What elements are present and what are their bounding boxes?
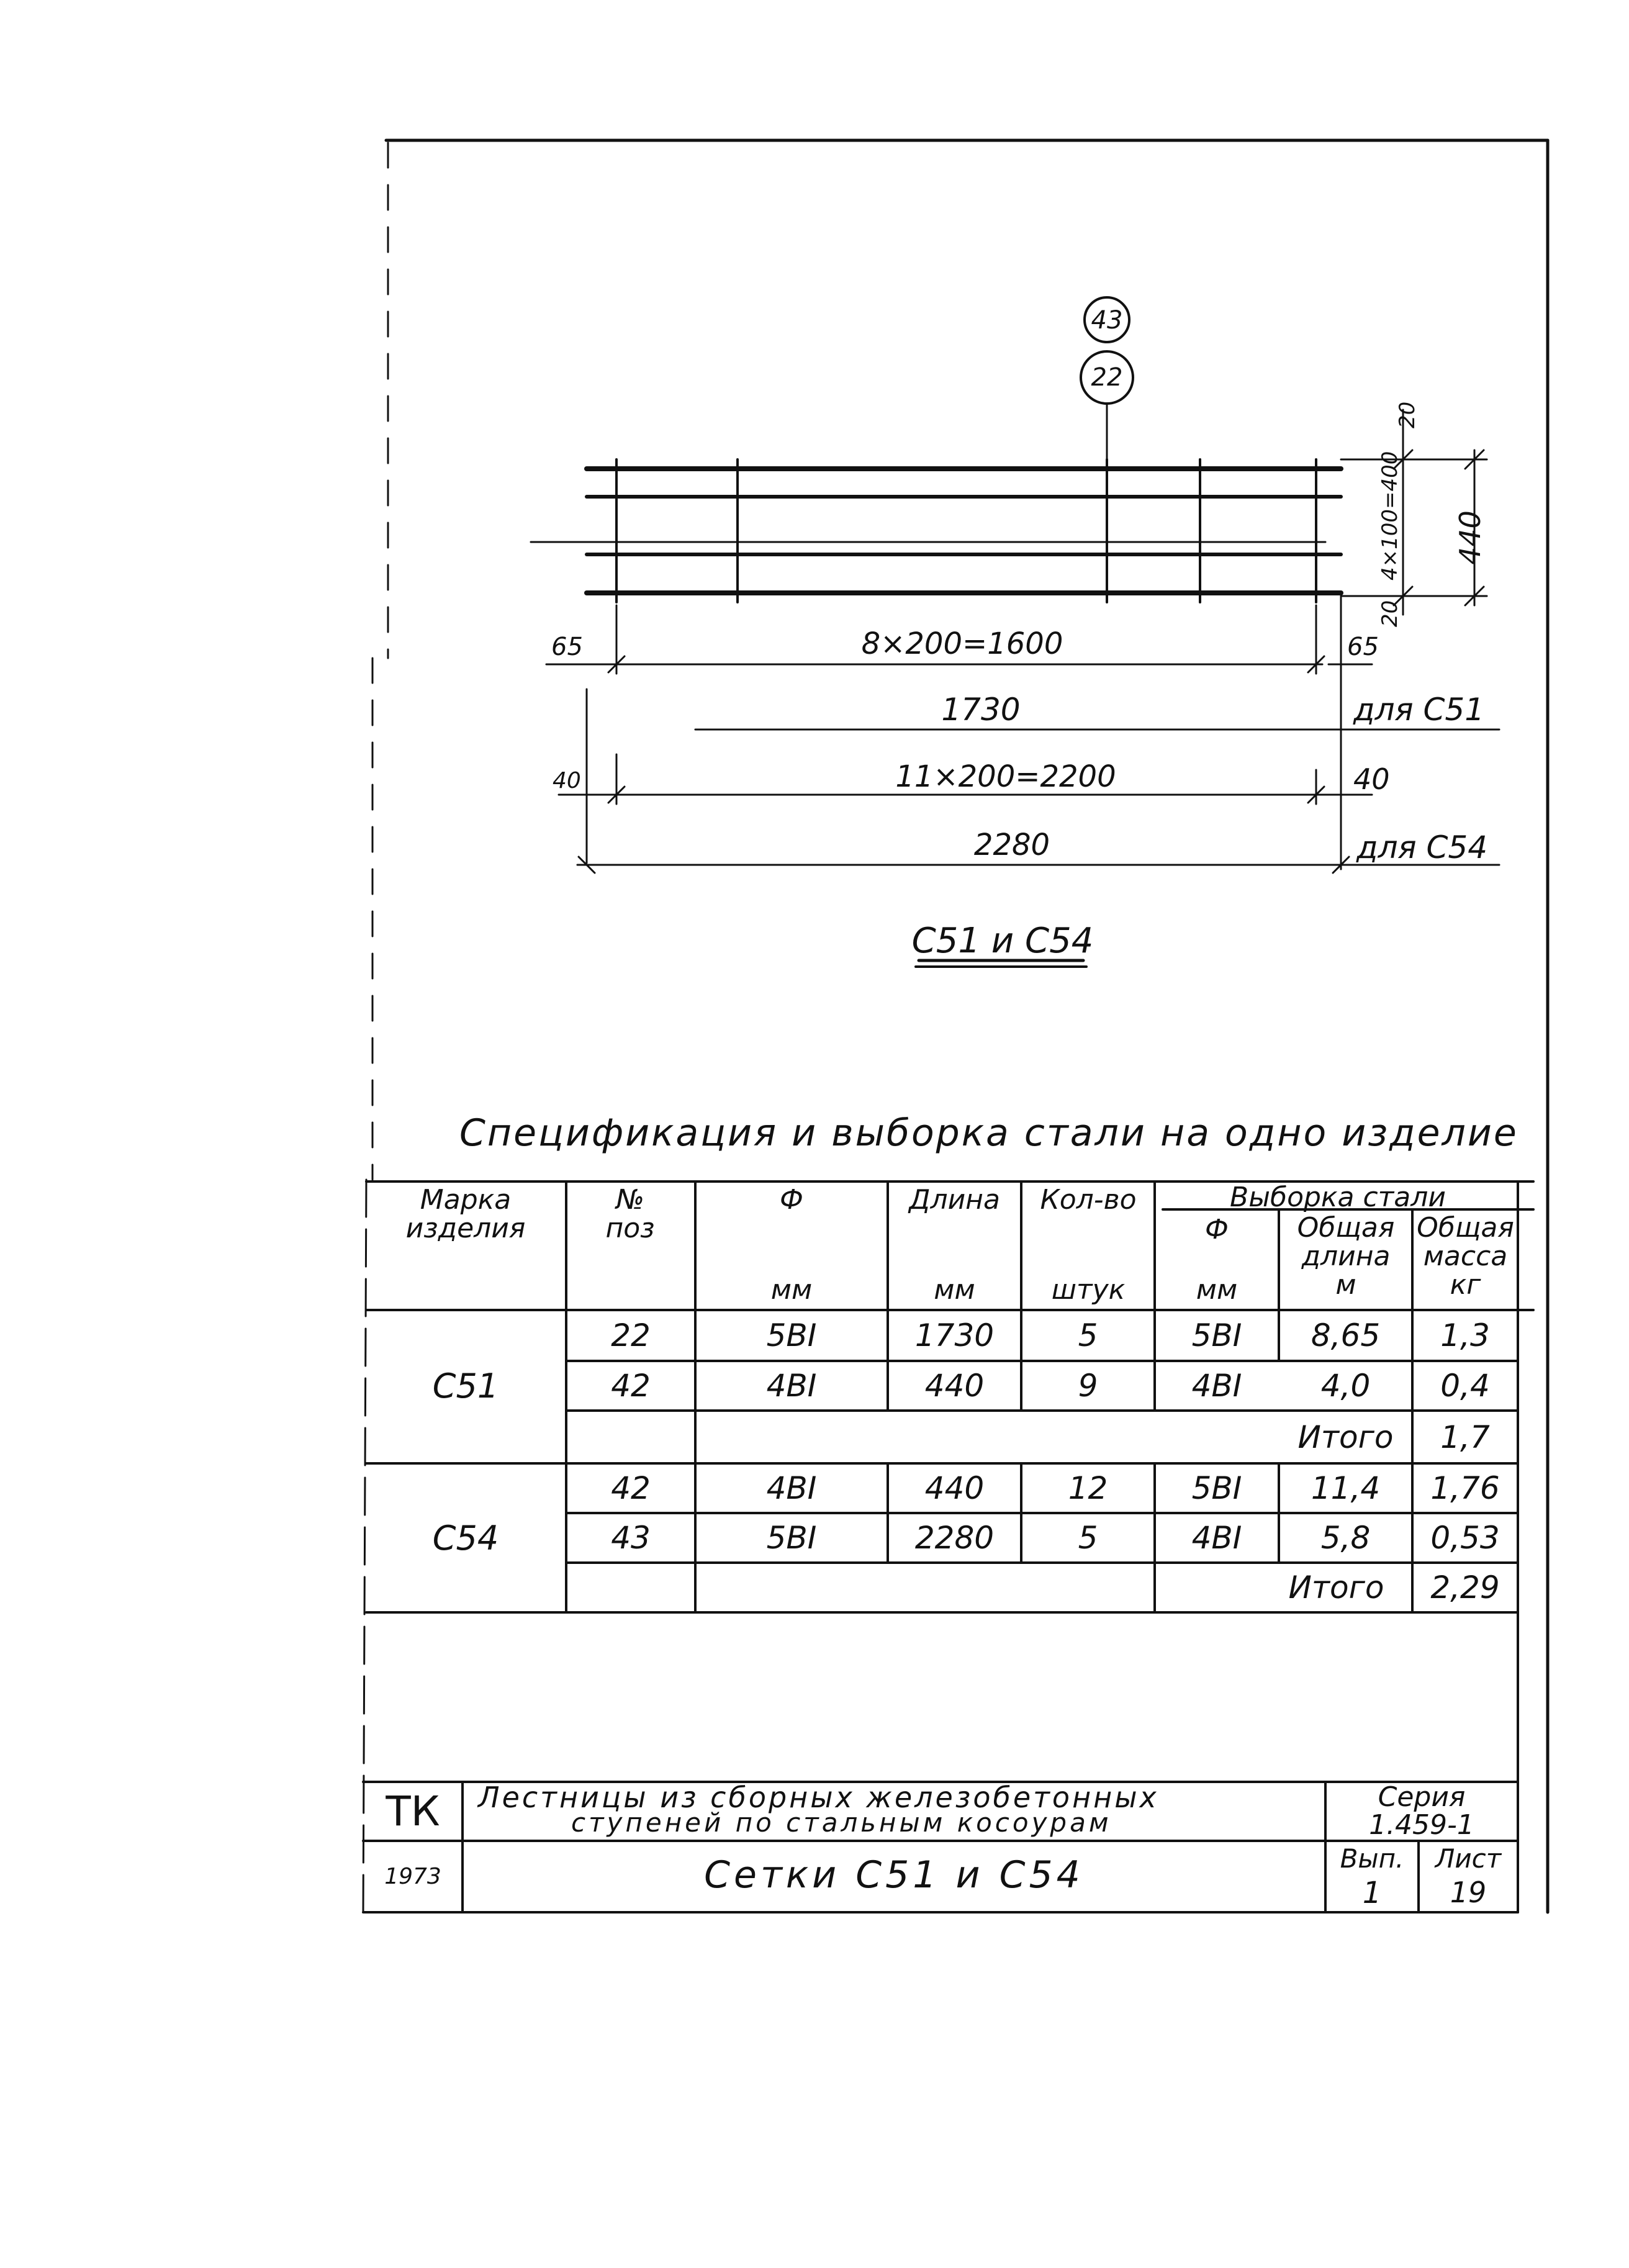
header-quantity: Кол-во xyxy=(1040,1184,1137,1216)
c54-spacing-dimension: 11×200=2200 xyxy=(895,759,1116,794)
row-position: 22 xyxy=(611,1317,651,1353)
row-total-mass: 1,3 xyxy=(1440,1317,1490,1353)
row-diameter: 5ВI xyxy=(766,1317,817,1353)
row-total-mass: 0,4 xyxy=(1440,1368,1490,1404)
total-label: Итого xyxy=(1288,1570,1384,1606)
row-quantity: 9 xyxy=(1078,1368,1098,1404)
mesh-transverse-bars xyxy=(616,459,1316,602)
header-total-length: Общая длина м xyxy=(1297,1212,1395,1301)
c54-right-offset: 40 xyxy=(1353,762,1390,796)
row-position: 42 xyxy=(611,1368,651,1404)
total-mass: 1,7 xyxy=(1440,1419,1490,1455)
row-quantity: 5 xyxy=(1078,1317,1098,1353)
c51-label: для С51 xyxy=(1353,692,1485,728)
header-length-unit: мм xyxy=(934,1274,975,1306)
dim-right-bottom: 20 xyxy=(1378,600,1402,627)
c51-left-offset: 65 xyxy=(551,633,583,661)
row-diameter: 5ВI xyxy=(766,1520,817,1556)
callout-position-22: 22 xyxy=(1091,363,1123,392)
series-label: Серия xyxy=(1378,1781,1466,1813)
issue-value: 1 xyxy=(1362,1876,1382,1910)
year: 1973 xyxy=(384,1864,441,1889)
row-total-mass: 0,53 xyxy=(1430,1520,1500,1556)
header-selection-diameter: Ф xyxy=(1205,1214,1229,1245)
mesh-longitudinal-bars xyxy=(531,469,1341,593)
callout-position-43: 43 xyxy=(1091,306,1123,335)
row-selection-diameter: 5ВI xyxy=(1191,1317,1242,1353)
header-total-mass: Общая масса кг xyxy=(1417,1212,1514,1301)
c51-right-offset: 65 xyxy=(1347,633,1379,661)
sheet-label: Лист xyxy=(1435,1843,1502,1874)
row-position: 42 xyxy=(611,1470,651,1506)
row-length: 440 xyxy=(924,1368,985,1404)
header-selection-diameter-unit: мм xyxy=(1196,1274,1238,1306)
dim-right-mid: 4×100=400 xyxy=(1378,451,1402,581)
row-total-mass: 1,76 xyxy=(1430,1470,1500,1506)
series-value: 1.459-1 xyxy=(1369,1809,1474,1841)
row-quantity: 12 xyxy=(1068,1470,1108,1506)
header-diameter-unit: мм xyxy=(770,1274,813,1306)
drawing-caption: С51 и С54 xyxy=(911,921,1094,961)
dim-right-top: 20 xyxy=(1395,401,1420,428)
sheet-title: Сетки С51 и С54 xyxy=(704,1853,1084,1897)
total-mass: 2,29 xyxy=(1430,1570,1500,1606)
project-title-line2: ступеней по стальным косоурам xyxy=(571,1807,1112,1838)
org-logo: ТК xyxy=(386,1787,440,1835)
header-mark: Марка изделия xyxy=(405,1184,526,1245)
mark-c51: С51 xyxy=(432,1366,499,1406)
row-selection-diameter: 4ВI xyxy=(1191,1520,1242,1556)
row-selection-diameter: 5ВI xyxy=(1191,1470,1242,1506)
sheet-frame xyxy=(363,140,1548,1912)
sheet-number: 19 xyxy=(1450,1876,1487,1909)
c54-label: для С54 xyxy=(1356,829,1488,865)
c54-left-offset: 40 xyxy=(553,768,581,793)
row-length: 1730 xyxy=(914,1317,995,1353)
row-total-length: 8,65 xyxy=(1311,1317,1381,1353)
mark-c54: С54 xyxy=(432,1518,499,1558)
header-position: № поз xyxy=(605,1184,655,1245)
row-length: 2280 xyxy=(914,1520,995,1556)
dim-right-total: 440 xyxy=(1453,510,1487,565)
header-quantity-unit: штук xyxy=(1051,1274,1126,1306)
c51-spacing-dimension: 8×200=1600 xyxy=(861,626,1063,661)
c51-length-dimension: 1730 xyxy=(941,692,1021,728)
c54-length-dimension: 2280 xyxy=(973,828,1050,862)
caption-underline xyxy=(916,960,1086,967)
row-diameter: 4ВI xyxy=(766,1470,817,1506)
row-position: 43 xyxy=(611,1520,651,1556)
row-total-length: 5,8 xyxy=(1320,1520,1371,1556)
spec-title: Спецификация и выборка стали на одно изделие xyxy=(459,1111,1518,1155)
header-length: Длина xyxy=(909,1184,1000,1216)
header-steel-selection: Выборка стали xyxy=(1230,1181,1446,1213)
row-quantity: 5 xyxy=(1078,1520,1098,1556)
row-length: 440 xyxy=(924,1470,985,1506)
header-diameter: Ф xyxy=(780,1184,803,1216)
row-total-length: 11,4 xyxy=(1311,1470,1381,1506)
row-selection-diameter: 4ВI xyxy=(1191,1368,1242,1404)
issue-label: Вып. xyxy=(1340,1843,1404,1874)
project-title-line1: Лестницы из сборных железобетонных xyxy=(478,1781,1159,1814)
row-total-length: 4,0 xyxy=(1320,1368,1371,1404)
row-diameter: 4ВI xyxy=(766,1368,817,1404)
total-label: Итого xyxy=(1297,1419,1394,1455)
